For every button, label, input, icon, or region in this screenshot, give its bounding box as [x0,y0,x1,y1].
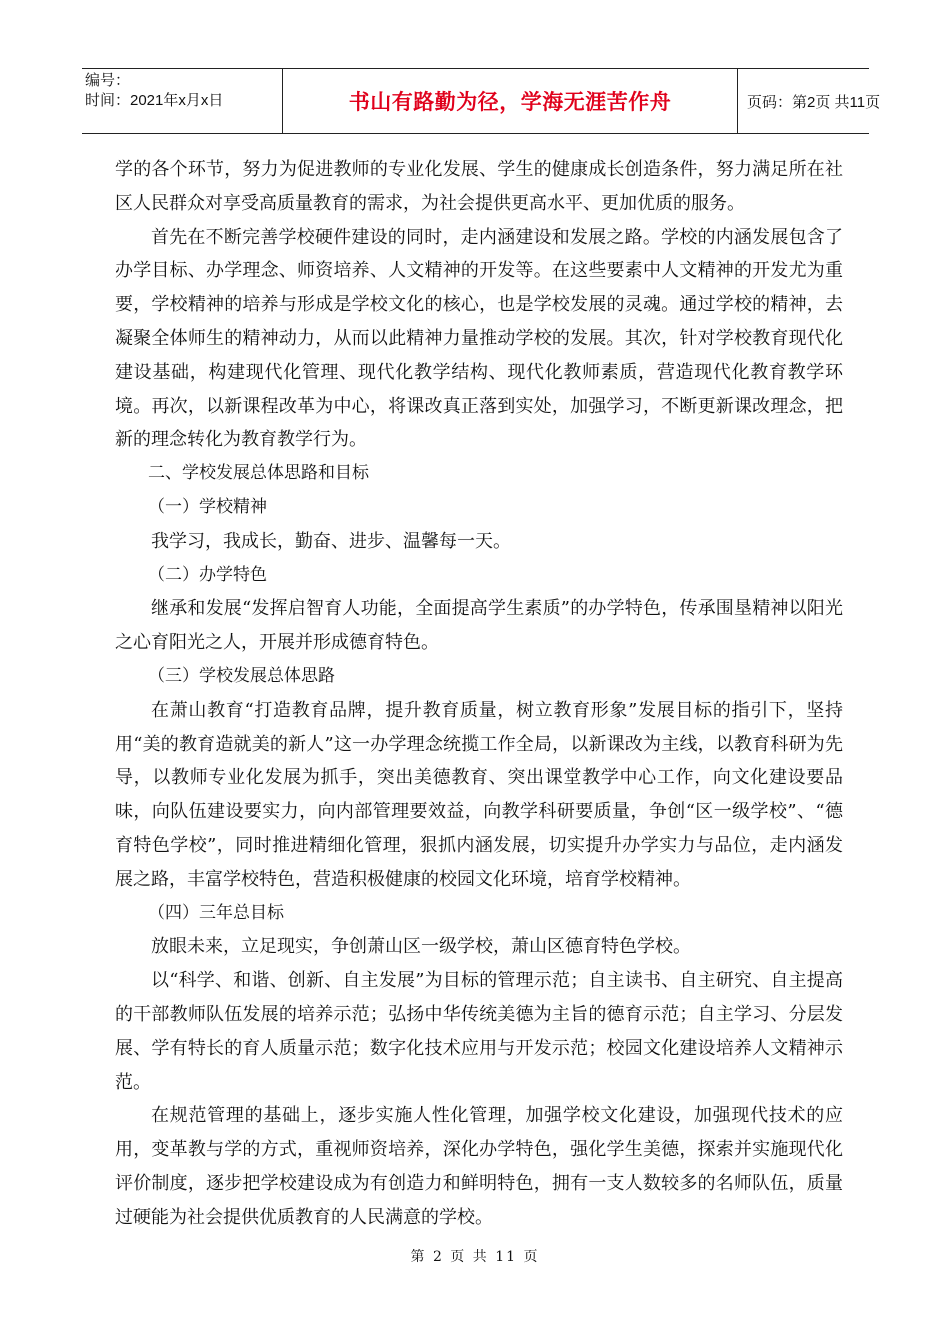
page-footer: 第 2 页 共 11 页 [410,1249,540,1265]
paragraph: 首先在不断完善学校硬件建设的同时，走内涵建设和发展之路。学校的内涵发展包含了办学目标、办学理念、师资培养、人文精神的开发等。在这些要素中人文精神的开发尤为重要，学校精神的培养与形成是学校文化的核心，也是学校发展的灵魂。通过学校的精神，去凝聚全体师生的精神动力，从而以此精神力量推动学校的发展。其次，针对学校教育现代化建设基础，构建现代化管理、现代化教学结构、现代化教师素质，营造现代化教育教学环境。再次，以新课程改革为中心，将课改真正落到实处，加强学习，不断更新课改理念，把新的理念转化为教育教学行为。 [115,226,843,451]
subsection-heading: （四）三年总目标 [148,902,284,923]
page-header [82,68,881,134]
paragraph-continued: 学的各个环节，努力为促进教师的专业化发展、学生的健康成长创造条件，努力满足所在社区人民群众对享受高质量教育的需求，为社会提供更高水平、更加优质的服务。 [115,159,843,214]
paragraph: 以“科学、和谐、创新、自主发展”为目标的管理示范；自主读书、自主研究、自主提高的干部教师队伍发展的培养示范；弘扬中华传统美德为主旨的德育示范；自主学习、分层发展、学有特长的育人质量示范；数字化技术应用与开发示范；校园文化建设培养人文精神示范。 [115,970,843,1093]
header-page-info: 页码：第2页 共11页 [747,93,881,111]
paragraph: 放眼未来，立足现实，争创萧山区一级学校，萧山区德育特色学校。 [151,936,691,958]
section-heading: 二、学校发展总体思路和目标 [148,463,369,484]
paragraph: 我学习，我成长，勤奋、进步、温馨每一天。 [151,530,511,552]
header-info-cell [82,69,282,133]
header-motto: 书山有路勤为径，学海无涯苦作舟 [282,69,738,133]
paragraph: 在萧山教育“打造教育品牌，提升教育质量，树立教育形象”发展目标的指引下，坚持用“美的教育造就美的新人”这一办学理念统揽工作全局，以新课改为主线，以教育科研为先导，以教师专业化发展为抓手，突出美德教育、突出课堂教学中心工作，向文化建设要品味，向队伍建设要实力，向内部管理要效益，向教学科研要质量，争创“区一级学校”、“德育特色学校”，同时推进精细化管理，狠抓内涵发展，切实提升办学实力与品位，走内涵发展之路，丰富学校特色，营造积极健康的校园文化环境，培育学校精神。 [115,699,843,890]
subsection-heading: （二）办学特色 [148,564,267,585]
paragraph: 继承和发展“发挥启智育人功能，全面提高学生素质”的办学特色，传承围垦精神以阳光之心育阳光之人，开展并形成德育特色。 [115,598,843,654]
subsection-heading: （三）学校发展总体思路 [148,665,335,686]
serial-number-label: 编号： [85,72,131,89]
date-label: 时间：2021年x月x日 [85,92,224,109]
paragraph: 在规范管理的基础上，逐步实施人性化管理，加强学校文化建设，加强现代技术的应用，变革教与学的方式，重视师资培养，深化办学特色，强化学生美德，探索并实施现代化评价制度，逐步把学校建设成为有创造力和鲜明特色，拥有一支人数较多的名师队伍，质量过硬能为社会提供优质教育的人民满意的学校。 [115,1105,843,1228]
document-body [115,153,843,1235]
subsection-heading: （一）学校精神 [148,496,267,517]
